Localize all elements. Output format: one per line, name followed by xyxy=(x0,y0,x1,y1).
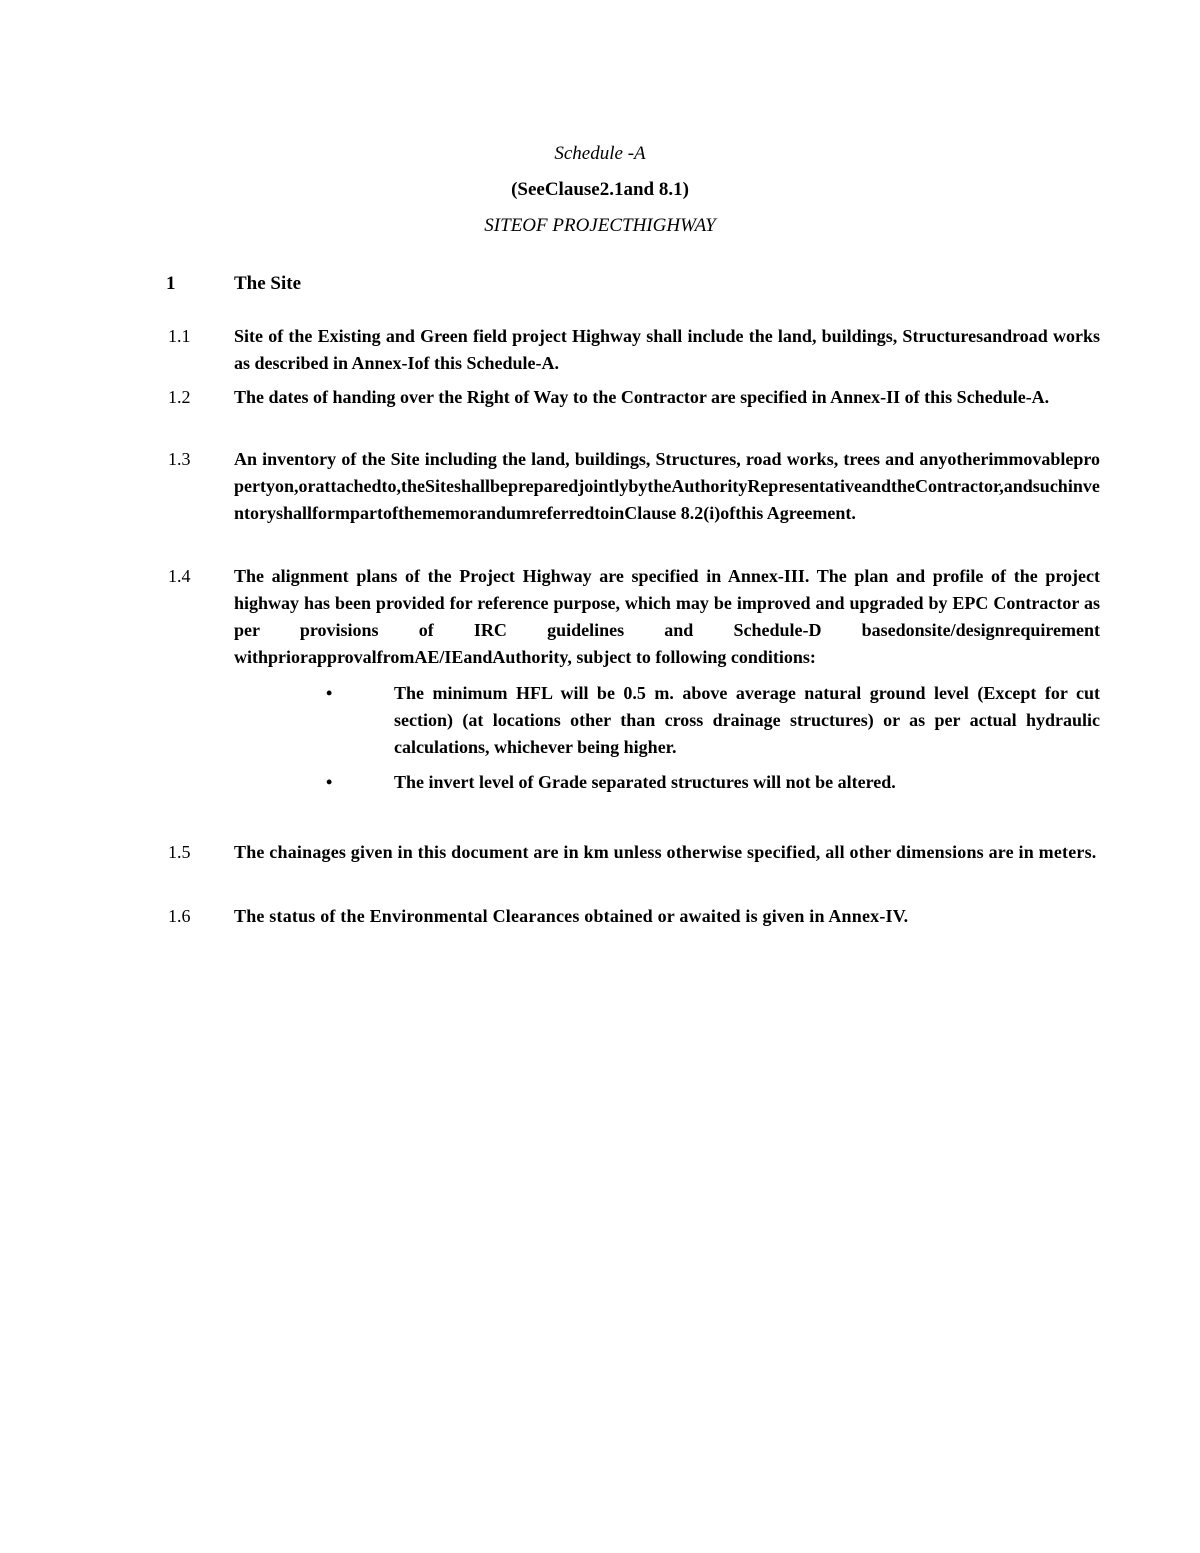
bullet-icon: • xyxy=(326,772,333,792)
section-number: 1 xyxy=(166,273,176,294)
clause-number: 1.6 xyxy=(168,906,191,926)
site-title: SITEOF PROJECTHIGHWAY xyxy=(484,215,716,236)
clause-text: The alignment plans of the Project Highway are specified in Annex-III. The plan and profile of the project highway has been provided for reference purpose, which may be improved and upgraded by EPC Contractor as per provisions of IRC guidelines and Schedule-D basedonsite/designrequirement withpriorapprovalfromAE/IEandAuthority, subject to following conditions: xyxy=(234,566,1100,667)
section-title: The Site xyxy=(234,273,302,294)
clause-number: 1.3 xyxy=(168,449,191,469)
clause-text: An inventory of the Site including the land, buildings, Structures, road works, trees and anyotherimmovablepropertyon,orattachedto,theSiteshallbepreparedjointlybytheAuthorityRepresentativeandtheContractor,andsuchinventoryshallformpartofthememorandumreferredtoinClause 8.2(i)ofthis Agreement. xyxy=(234,449,1100,523)
clause-number: 1.5 xyxy=(168,842,191,862)
see-clause-reference: (SeeClause2.1and 8.1) xyxy=(511,179,689,200)
clause-text: The dates of handing over the Right of Way to the Contractor are specified in Annex-II of this Schedule-A. xyxy=(234,387,1050,407)
clause-number: 1.4 xyxy=(168,566,191,586)
clause-number: 1.2 xyxy=(168,387,191,407)
clause-text: Site of the Existing and Green field project Highway shall include the land, buildings, Structuresandroad works as described in Annex-Iof this Schedule-A. xyxy=(234,326,1100,373)
clause-text: The status of the Environmental Clearances obtained or awaited is given in Annex-IV. xyxy=(234,906,909,926)
schedule-title: Schedule -A xyxy=(554,143,646,164)
bullet-text: The invert level of Grade separated structures will not be altered. xyxy=(394,772,896,792)
clause-number: 1.1 xyxy=(168,326,191,346)
bullet-text: The minimum HFL will be 0.5 m. above average natural ground level (Except for cut section) (at locations other than cross drainage structures) or as per actual hydraulic calculations, whichever being higher. xyxy=(394,683,1100,757)
bullet-icon: • xyxy=(326,683,333,703)
clause-text: The chainages given in this document are in km unless otherwise specified, all other dimensions are in meters. xyxy=(234,842,1097,862)
